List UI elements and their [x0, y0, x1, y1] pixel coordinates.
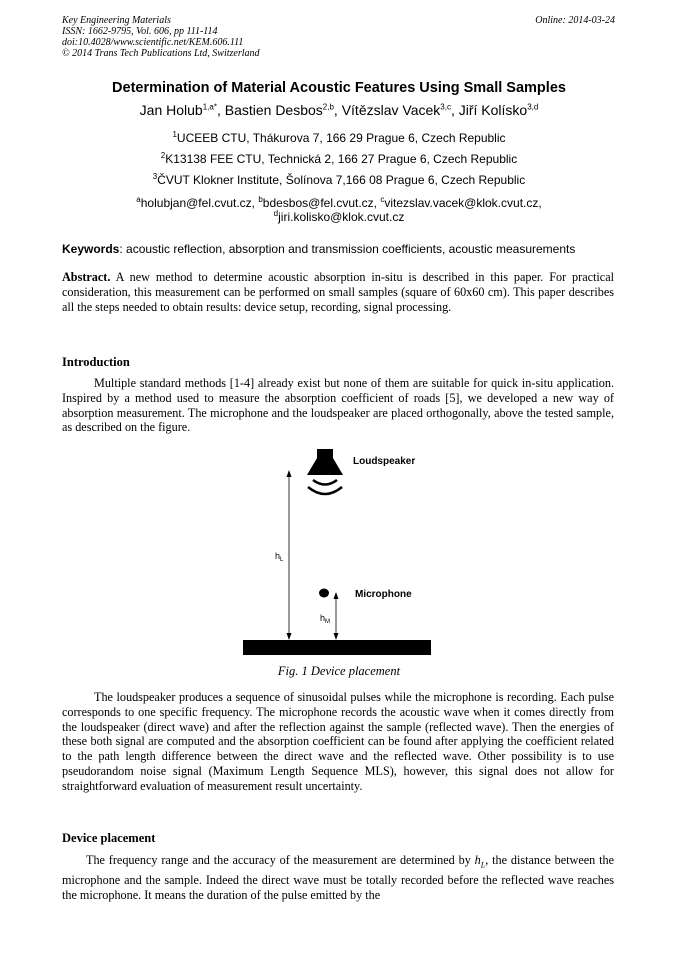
hl-variable: $h_L$ [474, 853, 486, 870]
introduction-paragraph: The loudspeaker produces a sequence of sinusoidal pulses while the microphone is recording. Each pulse corresponds to one specific frequency. The microphone records the acoustic wave when it comes directly from the loudspeaker (direct wave) and after the reflection against the sample (reflected wave). Then the energies of these both signal are computed and the absorption coefficient can be found after applying the coefficient related to the path length difference between the direct wave and the reflected wave. Other possibility is to use pseudorandom noise signal (Maximum Length Sequence MLS), however, this signal does not allow for straightforward evaluation of measurement result uncertainty. [62, 690, 614, 793]
abstract-text: A new method to determine acoustic absorption in-situ is described in this paper. For practical consideration, this measurement can be performed on small samples (square of 60x60 cm). This paper describes all the steps needed to obtain results: device setup, recording, signal processing. [62, 270, 614, 314]
author-separator: , [333, 102, 342, 118]
author-affiliation-mark: 1,a* [202, 102, 217, 112]
email-link[interactable]: vitezslav.vacek@klok.cvut.cz, [384, 196, 542, 210]
affiliation-mark: 3 [152, 172, 158, 181]
hm-label: $h_M$ [320, 613, 331, 625]
sound-wave-icon [313, 480, 337, 485]
device-placement-text: The frequency range and the accuracy of the measurement are determined by [86, 853, 475, 867]
loudspeaker-label: Loudspeaker [353, 456, 416, 467]
sound-wave-icon [308, 487, 342, 494]
arrow-up-icon [334, 592, 339, 599]
affiliation-text: ČVUT Klokner Institute, Šolínova 7,166 08 Prague 6, Czech Republic [157, 173, 526, 187]
arrow-down-icon [334, 633, 339, 640]
arrow-up-icon [287, 470, 292, 477]
figure-caption: Fig. 1 Device placement [277, 664, 401, 678]
online-date: Online: 2014-03-24 [535, 15, 615, 26]
author-affiliation-mark: 3,c [440, 102, 451, 112]
affiliation [0, 131, 678, 145]
affiliation [0, 173, 678, 187]
affiliation-text: UCEEB CTU, Thákurova 7, 166 29 Prague 6, Czech Republic [176, 131, 506, 145]
email-list [0, 196, 678, 210]
email-mark: c [380, 195, 385, 204]
author-name: Bastien Desbos [224, 102, 323, 118]
author-affiliation-mark: 3,d [527, 102, 539, 112]
section-heading-introduction: Introduction [62, 355, 130, 369]
keywords-text: : acoustic reflection, absorption and transmission coefficients, acoustic measurements [119, 242, 576, 256]
author-name: Jan Holub [139, 102, 203, 118]
journal-header [62, 15, 260, 59]
email-link[interactable]: jiri.kolisko@klok.cvut.cz [278, 210, 405, 224]
keywords-label: Keywords [62, 242, 120, 256]
email-list [0, 210, 678, 224]
sample-plate [243, 640, 431, 655]
journal-copyright: © 2014 Trans Tech Publications Ltd, Switzerland [62, 48, 260, 59]
email-mark: b [258, 195, 263, 204]
device-placement-paragraph [62, 853, 614, 903]
author-list [0, 102, 678, 118]
journal-doi: doi:10.4028/www.scientific.net/KEM.606.111 [62, 37, 244, 48]
loudspeaker-icon [307, 449, 343, 475]
journal-issn: ISSN: 1662-9795, Vol. 606, pp 111-114 [62, 26, 218, 37]
abstract [62, 270, 614, 314]
author-affiliation-mark: 2,b [322, 102, 334, 112]
hl-label: $h_L$ [275, 551, 284, 563]
introduction-paragraph: Multiple standard methods [1-4] already exist but none of them are suitable for quick in-situ application. Inspired by a method used to measure the absorption coefficient of roads [5], we developed a new way of absorption measurement. The microphone and the loudspeaker are placed orthogonally, above the tested sample, as described on the figure. [62, 376, 614, 435]
journal-name: Key Engineering Materials [62, 15, 171, 26]
paper-title: Determination of Material Acoustic Features Using Small Samples [112, 80, 566, 96]
author-separator: , [216, 102, 225, 118]
affiliation-mark: 2 [160, 151, 166, 160]
email-link[interactable]: holubjan@fel.cvut.cz, [140, 196, 259, 210]
author-separator: , [450, 102, 459, 118]
microphone-icon [319, 589, 329, 598]
device-diagram [235, 443, 445, 663]
section-heading-device-placement: Device placement [62, 831, 156, 845]
email-mark: a [136, 195, 141, 204]
microphone-label: Microphone [355, 589, 412, 600]
arrow-down-icon [287, 633, 292, 640]
email-mark: d [273, 209, 279, 218]
keywords [62, 242, 614, 256]
figure-device-placement [235, 443, 445, 663]
affiliation-mark: 1 [172, 130, 177, 139]
device-placement-text: , the distance between the microphone and the sample. Indeed the direct wave must be totally recorded before the reflected wave reaches the microphone. It means the duration of the pulse emitted by the [62, 853, 614, 903]
author-name: Jiří Kolísko [458, 102, 528, 118]
email-link[interactable]: bdesbos@fel.cvut.cz, [262, 196, 381, 210]
author-name: Vítězslav Vacek [341, 102, 441, 118]
affiliation [0, 152, 678, 166]
abstract-label: Abstract. [62, 270, 111, 284]
affiliation-text: K13138 FEE CTU, Technická 2, 166 27 Prague 6, Czech Republic [165, 152, 518, 166]
